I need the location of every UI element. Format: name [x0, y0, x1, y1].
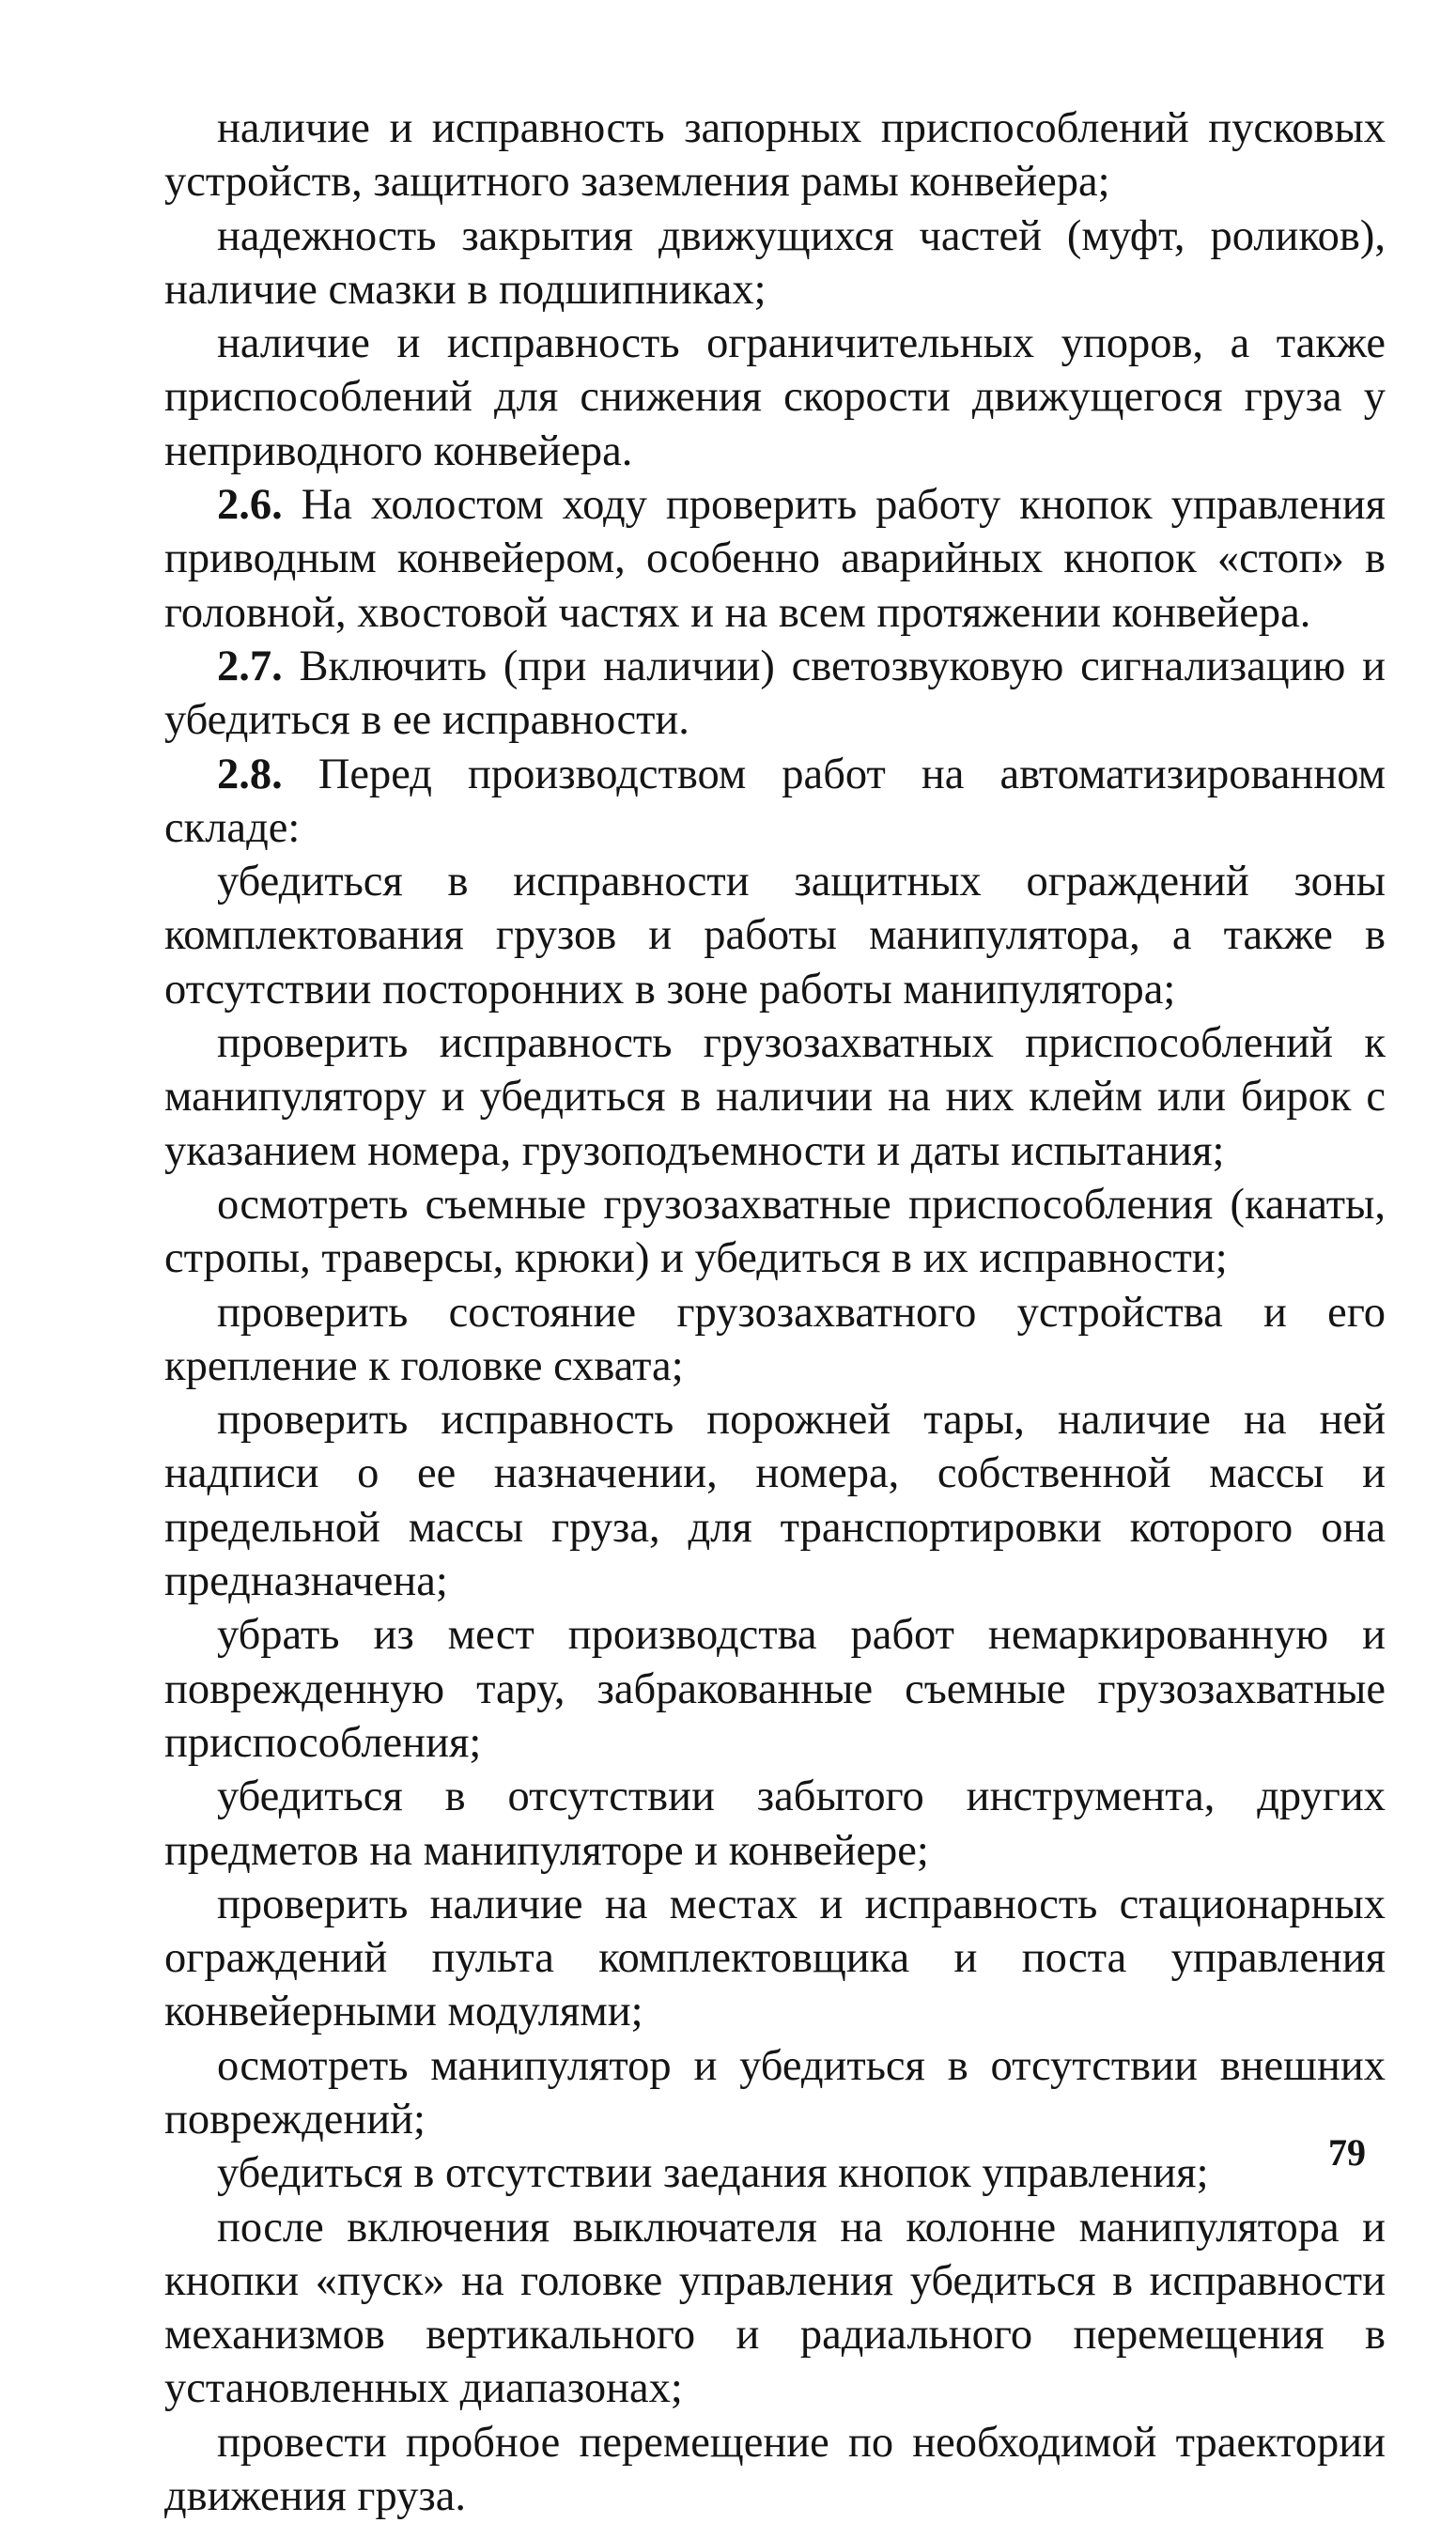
paragraph-11 — [164, 1393, 1386, 1608]
paragraph-text: проверить исправность порожней тары, наличие на ней надписи о ее назначении, номера, собственной массы и предельной массы груза, для транспортировки которого она предназначена; — [164, 1396, 1386, 1606]
paragraph-3 — [164, 317, 1386, 478]
clause-number: 2.8. — [217, 750, 283, 798]
paragraph-7 — [164, 855, 1386, 1016]
paragraph-17 — [164, 2201, 1386, 2416]
paragraph-18 — [164, 2416, 1386, 2523]
paragraph-9 — [164, 1178, 1386, 1286]
paragraph-text: На холостом ходу проверить работу кнопок управления приводным конвейером, особенно аварийных кнопок «стоп» в головной, хвостовой частях и на всем протяжении конвейера. — [164, 481, 1386, 637]
paragraph-text: наличие и исправность ограничительных упоров, а также приспособлений для снижения скорости движущегося груза у неприводного конвейера. — [164, 319, 1386, 475]
page-number: 79 — [1328, 2131, 1366, 2174]
paragraph-text: Перед производством работ на автоматизированном складе: — [164, 750, 1386, 852]
paragraph-text: наличие и исправность запорных приспособлений пусковых устройств, защитного заземления рамы конвейера; — [164, 104, 1386, 207]
paragraph-text: убрать из мест производства работ немаркированную и поврежденную тару, забракованные съемные грузозахватные приспособления; — [164, 1611, 1386, 1767]
paragraph-1 — [164, 101, 1386, 209]
paragraph-text: провести пробное перемещение по необходимой траектории движения груза. — [164, 2418, 1386, 2521]
paragraph-text: убедиться в отсутствии заедания кнопок управления; — [217, 2149, 1209, 2198]
paragraph-10 — [164, 1286, 1386, 1394]
paragraph-14 — [164, 1878, 1386, 2039]
paragraph-15 — [164, 2039, 1386, 2147]
paragraph-text: убедиться в отсутствии забытого инструмента, других предметов на манипуляторе и конвейере; — [164, 1772, 1386, 1875]
paragraph-2 — [164, 209, 1386, 317]
body-text — [164, 101, 1386, 2523]
clause-number: 2.6. — [217, 481, 283, 530]
paragraph-text: убедиться в исправности защитных ограждений зоны комплектования грузов и работы манипулятора, а также в отсутствии посторонних в зоне работы манипулятора; — [164, 858, 1386, 1014]
paragraph-text: осмотреть манипулятор и убедиться в отсутствии внешних повреждений; — [164, 2041, 1386, 2144]
paragraph-text: Включить (при наличии) светозвуковую сигнализацию и убедиться в ее исправности. — [164, 642, 1386, 745]
paragraph-text: надежность закрытия движущихся частей (муфт, роликов), наличие смазки в подшипниках; — [164, 211, 1386, 314]
paragraph-16 — [164, 2146, 1386, 2200]
clause-2-8 — [164, 748, 1386, 856]
paragraph-text: осмотреть съемные грузозахватные приспособления (канаты, стропы, траверсы, крюки) и убедиться в их исправности; — [164, 1180, 1386, 1283]
paragraph-12 — [164, 1608, 1386, 1770]
clause-2-7 — [164, 640, 1386, 748]
paragraph-text: проверить наличие на местах и исправность стационарных ограждений пульта комплектовщика и поста управления конвейерными модулями; — [164, 1880, 1386, 2036]
paragraph-text: проверить состояние грузозахватного устройства и его крепление к головке схвата; — [164, 1288, 1386, 1390]
paragraph-text: проверить исправность грузозахватных приспособлений к манипулятору и убедиться в наличии на них клейм или бирок с указанием номера, грузоподъемности и даты испытания; — [164, 1019, 1386, 1175]
paragraph-8 — [164, 1016, 1386, 1178]
clause-2-6 — [164, 478, 1386, 640]
paragraph-text: после включения выключателя на колонне манипулятора и кнопки «пуск» на головке управления убедиться в исправности механизмов вертикального и радиального перемещения в установленных диапазонах; — [164, 2203, 1386, 2413]
clause-number: 2.7. — [217, 642, 283, 690]
paragraph-13 — [164, 1770, 1386, 1878]
